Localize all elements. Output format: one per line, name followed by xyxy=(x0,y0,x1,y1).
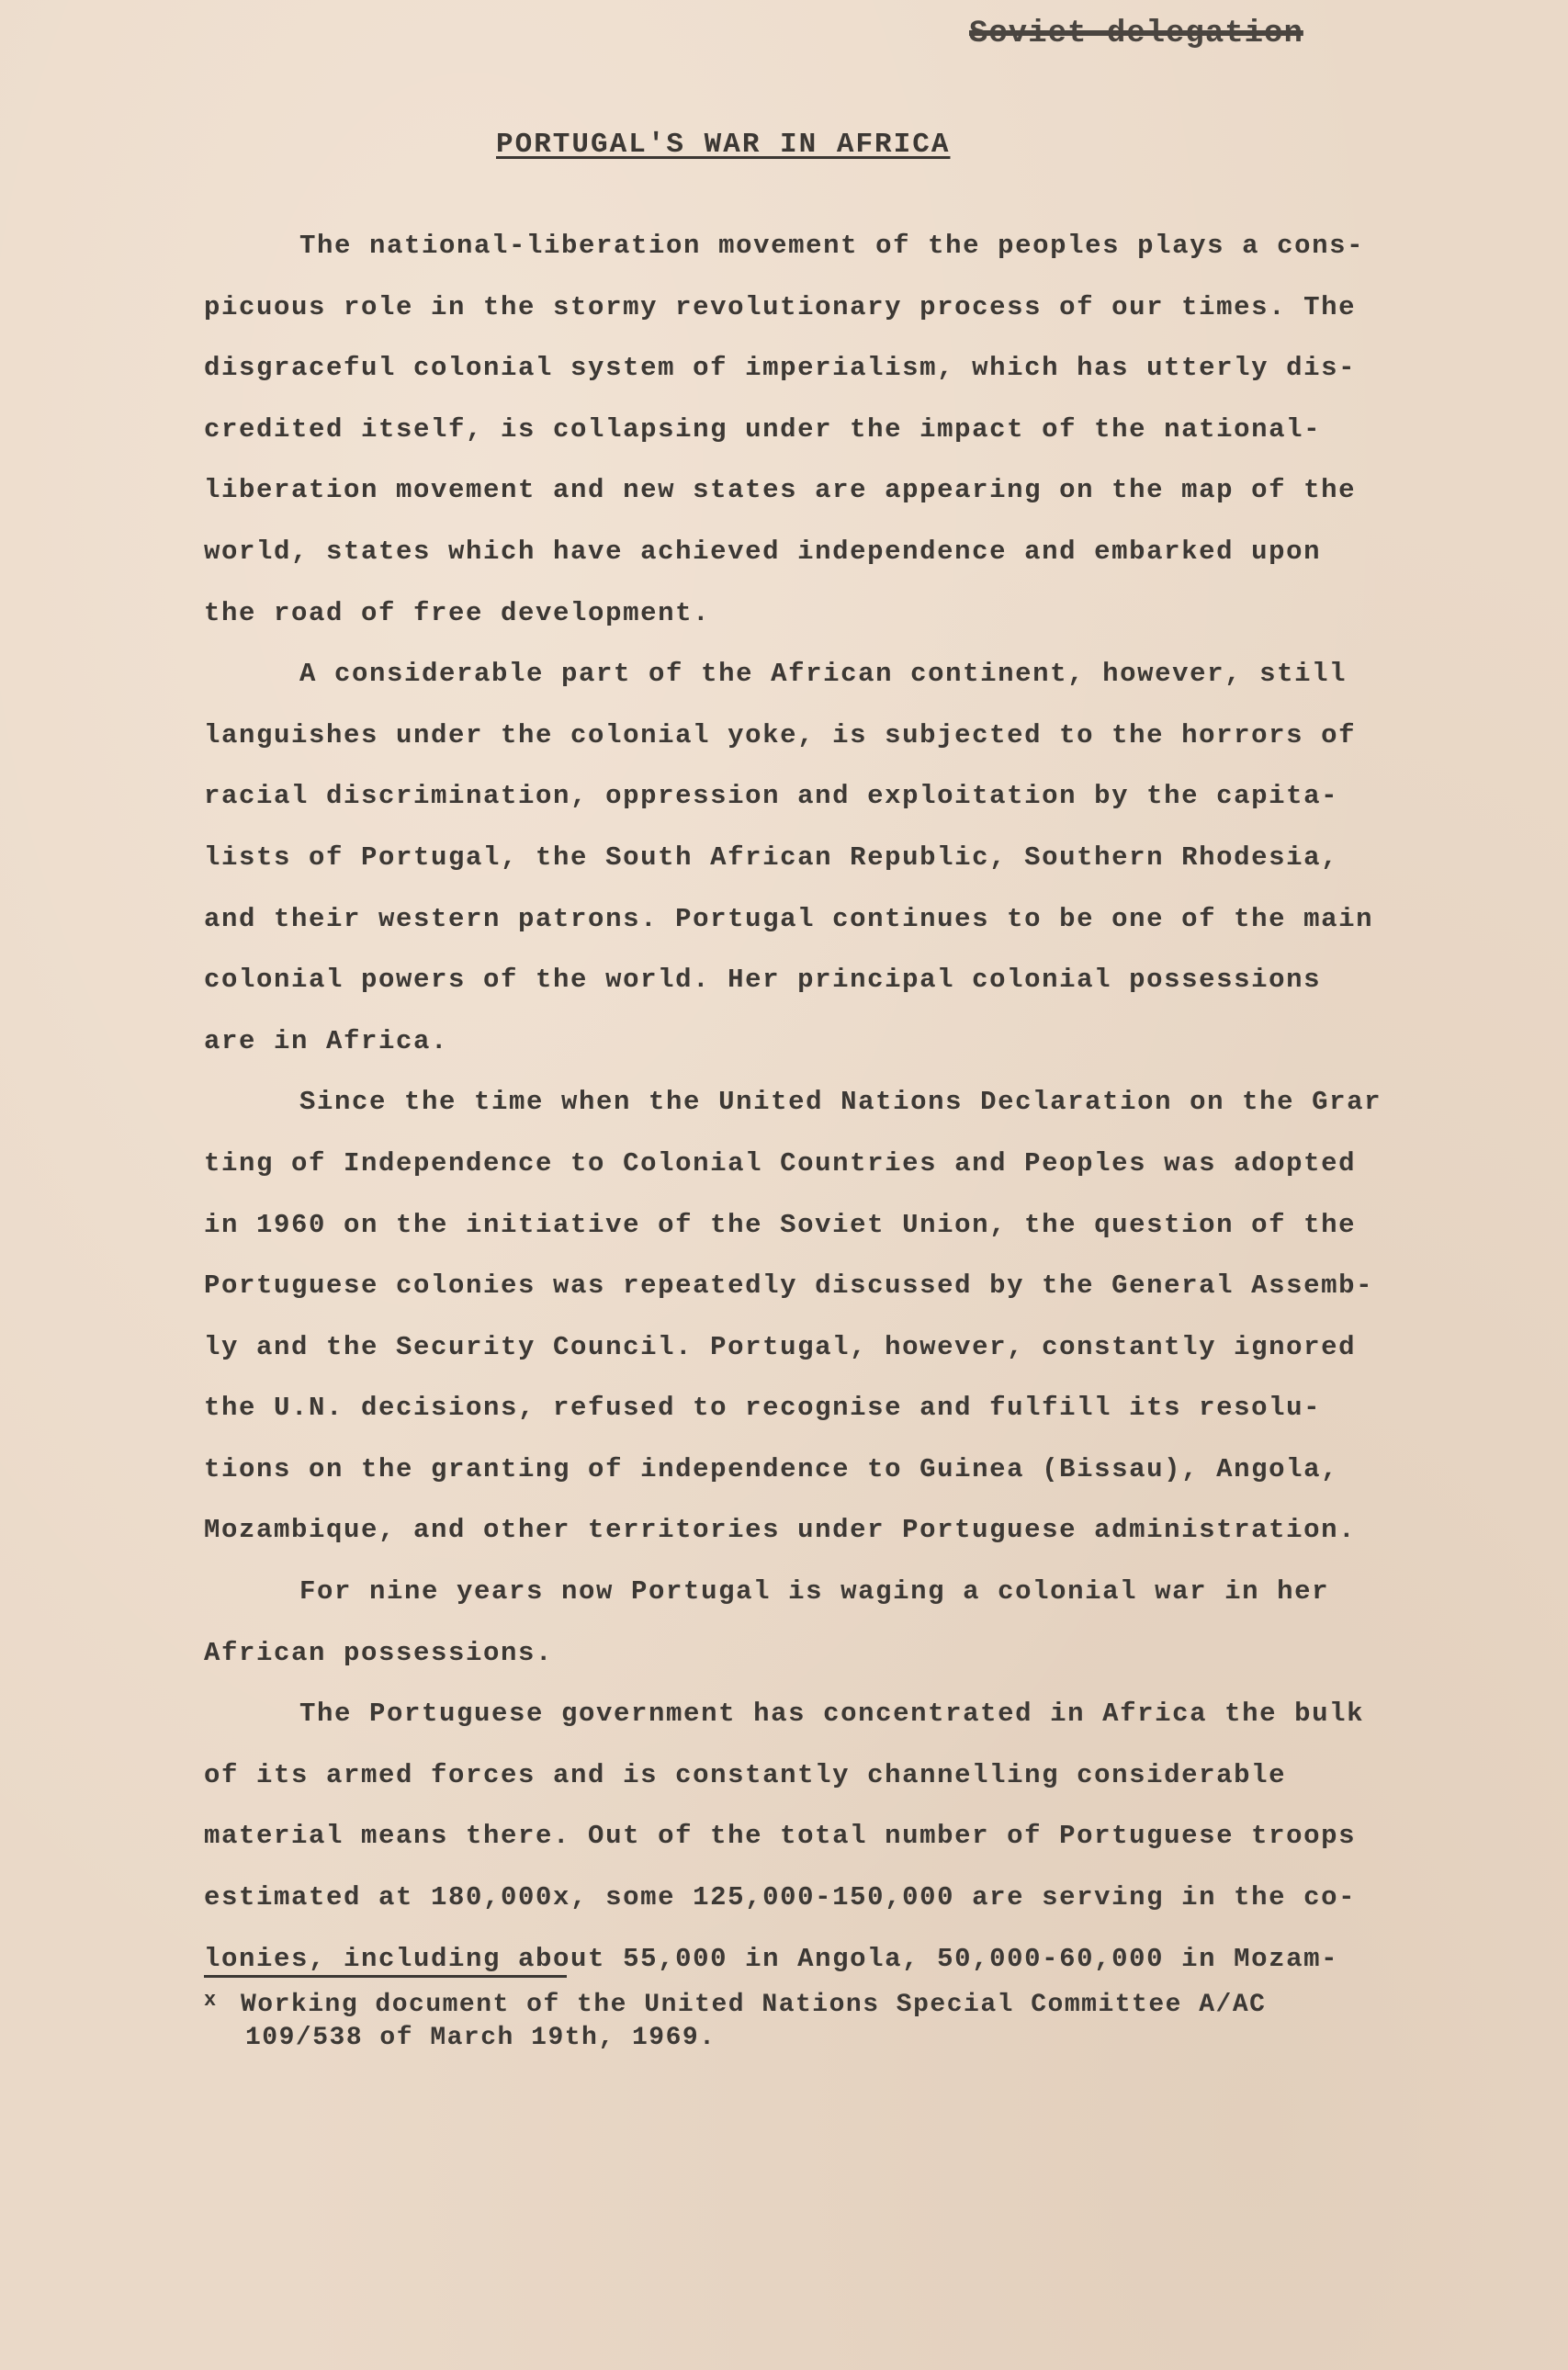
text-line: Mozambique, and other territories under Portuguese administration. xyxy=(204,1515,1357,1546)
text-line: tions on the granting of independence to Guinea (Bissau), Angola, xyxy=(204,1453,1339,1484)
footnote-text-1: Working document of the United Nations Special Committee A/AC xyxy=(241,1991,1267,2019)
text-line: ting of Independence to Colonial Countries and Peoples was adopted xyxy=(204,1147,1357,1179)
text-line: The Portuguese government has concentrated in Africa the bulk xyxy=(299,1698,1365,1730)
footnote-mark: x xyxy=(204,1989,218,2012)
footnote-line xyxy=(204,2022,1453,2055)
text-line: picuous role in the stormy revolutionary process of our times. The xyxy=(204,291,1357,322)
text-line: For nine years now Portugal is waging a colonial war in her xyxy=(299,1576,1330,1608)
text-line: liberation movement and new states are appearing on the map of the xyxy=(204,475,1357,506)
text-line: African possessions. xyxy=(204,1637,554,1668)
text-line: of its armed forces and is constantly channelling considerable xyxy=(204,1759,1287,1790)
text-line: disgraceful colonial system of imperialism, which has utterly dis- xyxy=(204,353,1357,384)
footnote-rule xyxy=(204,1975,567,1978)
text-line: languishes under the colonial yoke, is subjected to the horrors of xyxy=(204,719,1357,750)
footnote xyxy=(204,1989,1453,2055)
text-line: credited itself, is collapsing under the impact of the national- xyxy=(204,413,1322,445)
text-line: in 1960 on the initiative of the Soviet Union, the question of the xyxy=(204,1209,1357,1240)
text-line: estimated at 180,000x, some 125,000-150,000 are serving in the co- xyxy=(204,1882,1357,1913)
footnote-line xyxy=(204,1989,1453,2022)
text-line: Since the time when the United Nations Declaration on the Grar xyxy=(299,1087,1382,1118)
text-line: the road of free development. xyxy=(204,597,711,628)
text-line: The national-liberation movement of the peoples plays a cons- xyxy=(299,231,1365,261)
text-line: racial discrimination, oppression and exploitation by the capita- xyxy=(204,781,1339,812)
body-text xyxy=(204,216,1453,1990)
text-line: material means there. Out of the total number of Portuguese troops xyxy=(204,1821,1357,1852)
text-line: are in Africa. xyxy=(204,1025,449,1056)
footnote-text-2: 109/538 of March 19th, 1969. xyxy=(245,2024,716,2052)
text-line: lists of Portugal, the South African Republic, Southern Rhodesia, xyxy=(204,841,1339,873)
text-line: world, states which have achieved independence and embarked upon xyxy=(204,536,1322,567)
text-line: A considerable part of the African continent, however, still xyxy=(299,659,1348,690)
text-line: Portuguese colonies was repeatedly discussed by the General Assemb- xyxy=(204,1270,1374,1302)
text-line: ly and the Security Council. Portugal, however, constantly ignored xyxy=(204,1331,1357,1362)
handwritten-annotation xyxy=(969,17,1465,62)
text-line: colonial powers of the world. Her principal colonial possessions xyxy=(204,965,1322,996)
text-line: lonies, including about 55,000 in Angola, 50,000-60,000 in Mozam- xyxy=(204,1943,1339,1974)
text-line: and their western patrons. Portugal continues to be one of the main xyxy=(204,903,1374,934)
struck-annotation-text: Soviet delegation xyxy=(969,17,1303,51)
document-title: PORTUGAL'S WAR IN AFRICA xyxy=(496,129,951,161)
text-line: the U.N. decisions, refused to recognise and fulfill its resolu- xyxy=(204,1393,1322,1424)
